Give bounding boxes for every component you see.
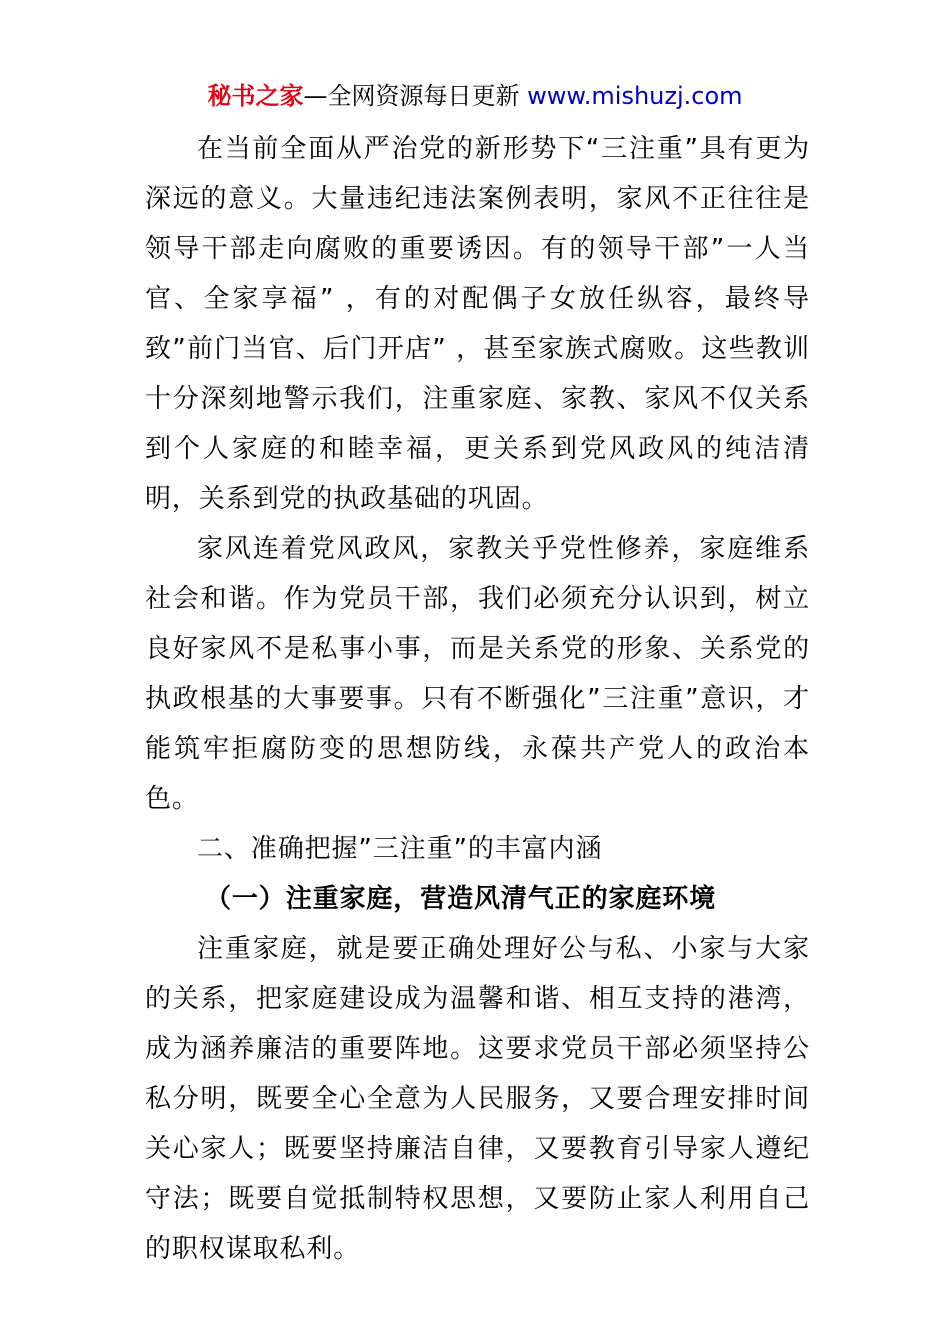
subsection-heading-1: （一）注重家庭，营造风清气正的家庭环境 (205, 884, 717, 914)
paragraph-family-focus: 注重家庭，就是要正确处理好公与私、小家与大家的关系，把家庭建设成为温馨和谐、相互支持的港湾，成为涵养廉洁的重要阵地。这要求党员干部必须坚持公私分明，既要全心全意为人民服务，又要合理安排时间关心家人；既要坚持廉洁自律，又要教育引导家人遵纪守法；既要自觉抵制特权思想，又要防止家人利用自己的职权谋取私利。 (145, 934, 810, 1264)
section-heading-2: 二、准确把握”三注重”的丰富内涵 (197, 834, 603, 864)
site-url-link[interactable]: www.mishuzj.com (527, 82, 743, 110)
document-body (145, 124, 810, 1274)
site-header (0, 78, 950, 114)
site-tagline: —全网资源每日更新 (303, 82, 528, 110)
site-brand: 秘书之家 (207, 82, 304, 110)
paragraph-significance: 在当前全面从严治党的新形势下“三注重”具有更为深远的意义。大量违纪违法案例表明，家风不正往往是领导干部走向腐败的重要诱因。有的领导干部”一人当官、全家享福” ，有的对配偶子女放任纵容，最终导致”前门当官、后门开店” ，甚至家族式腐败。这些教训十分深刻地警示我们，注重家庭、家教、家风不仅关系到个人家庭的和睦幸福，更关系到党风政风的纯洁清明，关系到党的执政基础的巩固。 (145, 134, 810, 514)
paragraph-family-style: 家风连着党风政风，家教关乎党性修养，家庭维系社会和谐。作为党员干部，我们必须充分认识到，树立良好家风不是私事小事，而是关系党的形象、关系党的执政根基的大事要事。只有不断强化”三注重”意识，才能筑牢拒腐防变的思想防线，永葆共产党人的政治本色。 (145, 534, 810, 814)
